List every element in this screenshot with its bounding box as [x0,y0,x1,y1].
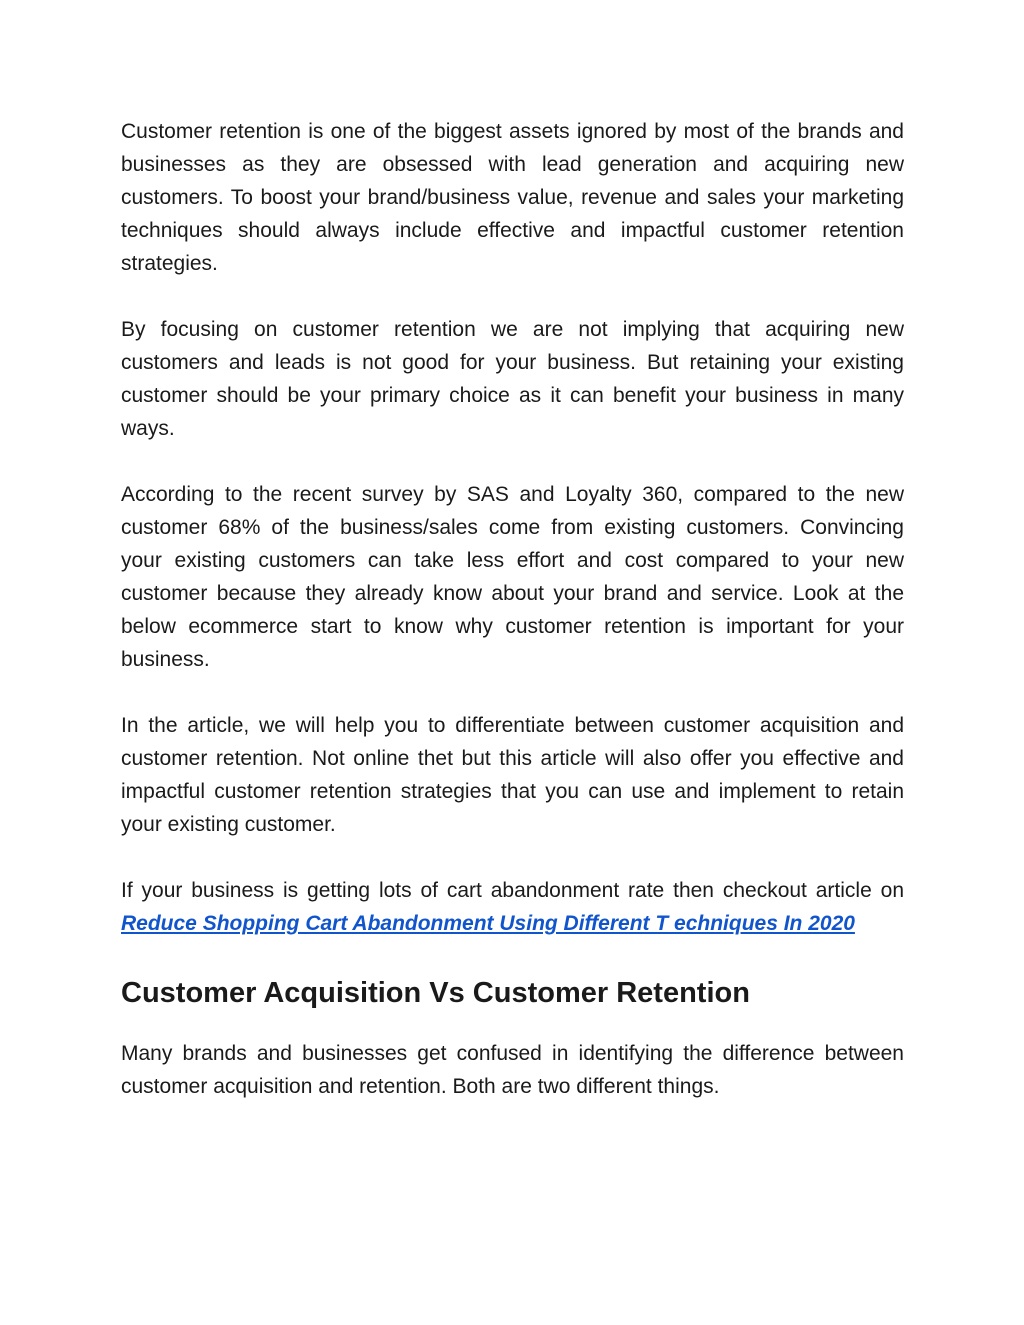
section-heading: Customer Acquisition Vs Customer Retention [121,977,750,1009]
focus-paragraph: By focusing on customer retention we are not implying that acquiring new customers and leads is not good for your business. But retaining your existing customer should be your primary choice as it can benefit your business in many ways. [121,318,904,440]
section-body-paragraph: Many brands and businesses get confused in identifying the difference between customer acquisition and retention. Both are two different things. [121,1042,904,1098]
cart-abandonment-article-link[interactable]: Reduce Shopping Cart Abandonment Using Different T echniques In 2020 [121,912,855,935]
intro-paragraph: Customer retention is one of the biggest assets ignored by most of the brands and businesses as they are obsessed with lead generation and acquiring new customers. To boost your brand/business value, revenue and sales your marketing techniques should always include effective and impactful customer retention strategies. [121,120,904,275]
document-body [121,115,904,1136]
cart-abandonment-text: If your business is getting lots of cart abandonment rate then checkout article on [121,879,904,902]
article-overview-paragraph: In the article, we will help you to differentiate between customer acquisition and customer retention. Not online thet but this article will also offer you effective and impactful customer retention strategies that you can use and implement to retain your existing customer. [121,714,904,836]
cart-abandonment-paragraph [121,874,904,940]
survey-paragraph: According to the recent survey by SAS and Loyalty 360, compared to the new customer 68% of the business/sales come from existing customers. Convincing your existing customers can take less effort and cost compared to your new customer because they already know about your brand and service. Look at the below ecommerce start to know why customer retention is important for your business. [121,483,904,671]
